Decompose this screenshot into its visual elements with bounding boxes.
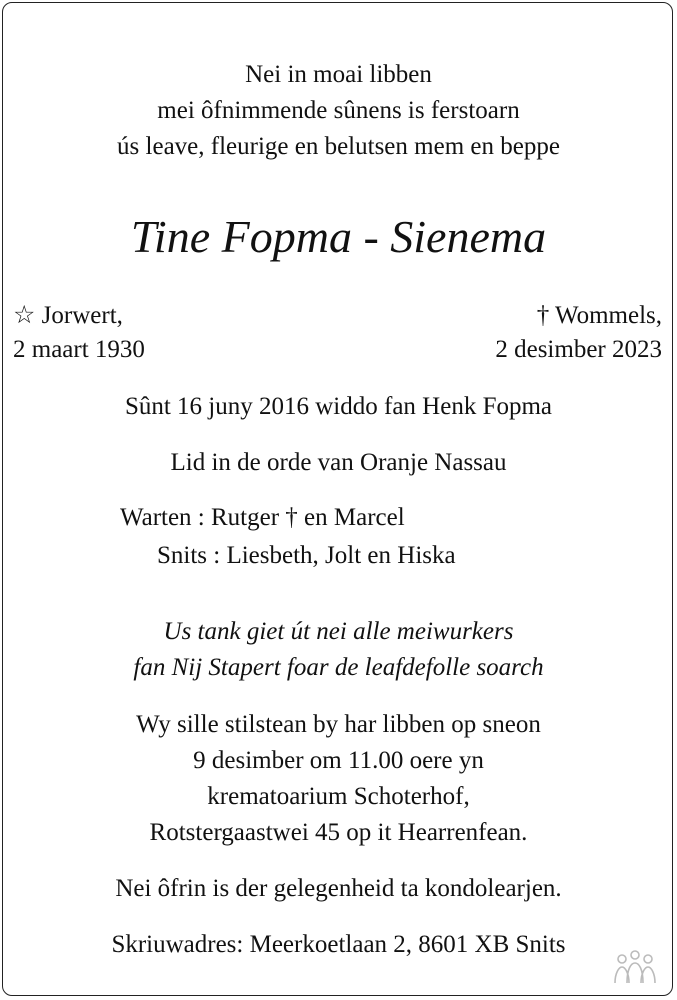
thanks-line-2: fan Nij Stapert foar de leafdefolle soarch — [133, 654, 544, 681]
deceased-name: Tine Fopma - Sienema — [130, 211, 547, 262]
address-line: Skriuwadres: Meerkoetlaan 2, 8601 XB Snits — [111, 931, 566, 958]
intro-line-1: Nei in moai libben — [245, 61, 432, 88]
thanks-line-1: Us tank giet út nei alle meiwurkers — [163, 618, 514, 645]
ceremony-line-1: Wy sille stilstean by har libben op sneon — [136, 711, 541, 738]
people-group-icon — [612, 947, 658, 987]
family-line-2: Snits : Liesbeth, Jolt en Hiska — [157, 542, 456, 569]
death-place: † Wommels, — [536, 302, 662, 329]
ceremony-line-4: Rotstergaastwei 45 op it Hearrenfean. — [149, 819, 528, 846]
birth-place: ☆ Jorwert, — [13, 302, 123, 329]
intro-line-3: ús leave, fleurige en belutsen mem en beppe — [117, 133, 560, 160]
ceremony-line-3: krematoarium Schoterhof, — [207, 783, 470, 810]
honor-line: Lid in de orde van Oranje Nassau — [170, 449, 507, 476]
condolence-line: Nei ôfrin is der gelegenheid ta kondolearjen. — [115, 875, 562, 902]
death-date: 2 desimber 2023 — [495, 336, 662, 363]
obituary-card — [2, 2, 673, 996]
widow-line: Sûnt 16 juny 2016 widdo fan Henk Fopma — [124, 393, 553, 420]
birth-date: 2 maart 1930 — [13, 336, 145, 363]
family-line-1: Warten : Rutger † en Marcel — [120, 504, 405, 531]
ceremony-line-2: 9 desimber om 11.00 oere yn — [193, 747, 484, 774]
intro-line-2: mei ôfnimmende sûnens is ferstoarn — [157, 97, 520, 124]
